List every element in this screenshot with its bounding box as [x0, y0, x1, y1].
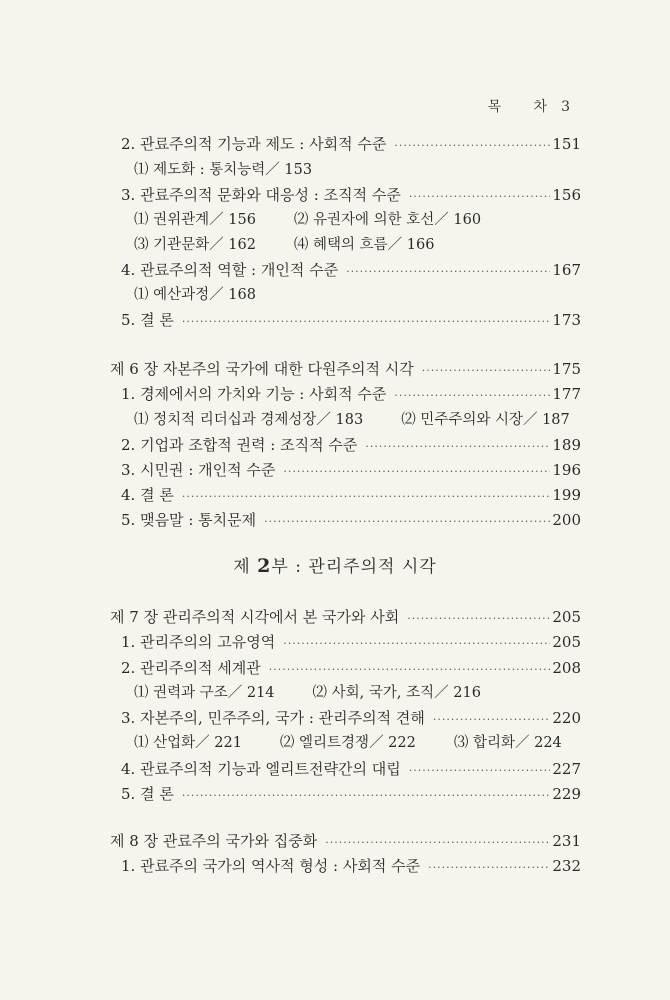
part-prefix: 제: [233, 557, 251, 577]
dot-leader: [433, 708, 551, 732]
entry-title: 3. 관료주의적 문화와 대응성 : 조직적 수준: [121, 186, 401, 204]
part-number: 2: [257, 555, 272, 577]
entry-page-number: 167: [552, 261, 581, 279]
dot-leader: [428, 856, 550, 880]
entry-page-number: 229: [552, 785, 581, 803]
entry-title: 제 8 장 관료주의 국가와 집중화: [110, 832, 318, 850]
section-row: [0, 458, 670, 482]
toc-entry: [121, 132, 581, 158]
dot-leader: [422, 359, 551, 383]
toc-entry: [121, 782, 581, 808]
section-row: [0, 706, 670, 730]
entry-page-number: 200: [552, 511, 581, 529]
entry-page-number: 205: [552, 633, 581, 651]
entry-title: 4. 관료주의적 기능과 엘리트전략간의 대립: [121, 760, 401, 778]
section-row: [0, 132, 670, 156]
dot-leader: [182, 485, 551, 509]
subsection-list: [134, 233, 434, 257]
chapter-row: [0, 829, 670, 853]
entry-title: 4. 관료주의적 역할 : 개인적 수준: [121, 261, 339, 279]
toc-entry: [121, 258, 581, 284]
subsection-item: ⑴ 권력과 구조／ 214: [134, 685, 275, 701]
subsection-item: ⑴ 예산과정／ 168: [134, 287, 256, 303]
entry-title: 4. 결 론: [121, 486, 174, 504]
dot-leader: [409, 759, 551, 783]
section-row: [0, 630, 670, 654]
subsection-list: [134, 681, 481, 705]
entry-page-number: 156: [552, 186, 581, 204]
section-row: [0, 656, 670, 680]
part-title: 부 : 관리주의적 시각: [271, 557, 437, 577]
part-heading: [0, 552, 670, 577]
header-label: 목 차: [487, 99, 562, 115]
subsection-list: [134, 731, 562, 755]
toc-entry: [121, 630, 581, 656]
toc-entry: [121, 433, 581, 459]
toc-entry: [121, 483, 581, 509]
section-row: [0, 382, 670, 406]
entry-title: 2. 관료주의적 기능과 제도 : 사회적 수준: [121, 135, 387, 153]
dot-leader: [394, 134, 550, 158]
subsection-list: [134, 408, 570, 432]
subsection-row: [0, 681, 670, 705]
toc-entry: [121, 308, 581, 334]
subsection-item: ⑵ 사회, 국가, 조직／ 216: [312, 685, 481, 701]
dot-leader: [283, 460, 550, 484]
dot-leader: [182, 784, 551, 808]
toc-entry: [110, 357, 581, 383]
toc-entry: [121, 458, 581, 484]
entry-title: 1. 관료주의 국가의 역사적 형성 : 사회적 수준: [121, 857, 421, 875]
dot-leader: [365, 435, 550, 459]
entry-page-number: 232: [552, 857, 581, 875]
dot-leader: [407, 607, 550, 631]
dot-leader: [346, 260, 550, 284]
header-page-number: 3: [561, 99, 570, 115]
entry-title: 제 6 장 자본주의 국가에 대한 다원주의적 시각: [110, 360, 414, 378]
toc-entry: [121, 508, 581, 534]
section-row: [0, 258, 670, 282]
dot-leader: [269, 658, 551, 682]
subsection-item: ⑴ 제도화 : 통치능력／ 153: [134, 162, 313, 178]
toc-entry: [121, 656, 581, 682]
entry-page-number: 208: [552, 659, 581, 677]
entry-page-number: 227: [552, 760, 581, 778]
toc-entry: [121, 854, 581, 880]
entry-title: 1. 관리주의의 고유영역: [121, 633, 276, 651]
entry-title: 3. 자본주의, 민주주의, 국가 : 관리주의적 견해: [121, 709, 425, 727]
toc-entry: [121, 183, 581, 209]
section-row: [0, 483, 670, 507]
entry-page-number: 220: [552, 709, 581, 727]
section-row: [0, 433, 670, 457]
entry-page-number: 173: [552, 311, 581, 329]
subsection-item: ⑵ 민주주의와 시장／ 187: [401, 412, 570, 428]
subsection-row: [0, 283, 670, 307]
subsection-item: ⑵ 엘리트경쟁／ 222: [279, 735, 416, 751]
dot-leader: [394, 384, 550, 408]
running-header: [488, 96, 570, 116]
entry-title: 2. 기업과 조합적 권력 : 조직적 수준: [121, 436, 358, 454]
entry-page-number: 199: [552, 486, 581, 504]
entry-title: 5. 결 론: [121, 311, 174, 329]
toc-entry: [121, 757, 581, 783]
toc-entry: [110, 605, 581, 631]
toc-entry: [121, 382, 581, 408]
entry-title: 1. 경제에서의 가치와 기능 : 사회적 수준: [121, 385, 387, 403]
subsection-item: ⑷ 혜택의 흐름／ 166: [293, 237, 435, 253]
subsection-item: ⑶ 합리화／ 224: [453, 735, 562, 751]
entry-title: 3. 시민권 : 개인적 수준: [121, 461, 276, 479]
entry-title: 제 7 장 관리주의적 시각에서 본 국가와 사회: [110, 608, 400, 626]
entry-page-number: 189: [552, 436, 581, 454]
chapter-row: [0, 357, 670, 381]
entry-title: 2. 관리주의적 세계관: [121, 659, 261, 677]
entry-page-number: 205: [552, 608, 581, 626]
subsection-list: [134, 283, 256, 307]
entry-page-number: 177: [552, 385, 581, 403]
subsection-list: [134, 158, 312, 182]
entry-title: 5. 결 론: [121, 785, 174, 803]
section-row: [0, 308, 670, 332]
section-row: [0, 854, 670, 878]
dot-leader: [264, 510, 550, 534]
entry-page-number: 151: [552, 135, 581, 153]
subsection-item: ⑴ 산업화／ 221: [134, 735, 242, 751]
subsection-row: [0, 731, 670, 755]
dot-leader: [283, 632, 550, 656]
subsection-row: [0, 158, 670, 182]
entry-page-number: 231: [552, 832, 581, 850]
subsection-list: [134, 208, 481, 232]
subsection-item: ⑴ 권위관계／ 156: [134, 212, 256, 228]
subsection-item: ⑵ 유권자에 의한 호선／ 160: [293, 212, 482, 228]
subsection-row: [0, 208, 670, 232]
section-row: [0, 757, 670, 781]
subsection-item: ⑴ 정치적 리더십과 경제성장／ 183: [134, 412, 364, 428]
subsection-row: [0, 408, 670, 432]
chapter-row: [0, 605, 670, 629]
dot-leader: [325, 831, 550, 855]
dot-leader: [409, 185, 551, 209]
toc-entry: [121, 706, 581, 732]
subsection-item: ⑶ 기관문화／ 162: [134, 237, 256, 253]
toc-entry: [110, 829, 581, 855]
entry-page-number: 196: [552, 461, 581, 479]
entry-page-number: 175: [552, 360, 581, 378]
section-row: [0, 183, 670, 207]
section-row: [0, 782, 670, 806]
subsection-row: [0, 233, 670, 257]
entry-title: 5. 맺음말 : 통치문제: [121, 511, 257, 529]
section-row: [0, 508, 670, 532]
dot-leader: [182, 310, 551, 334]
